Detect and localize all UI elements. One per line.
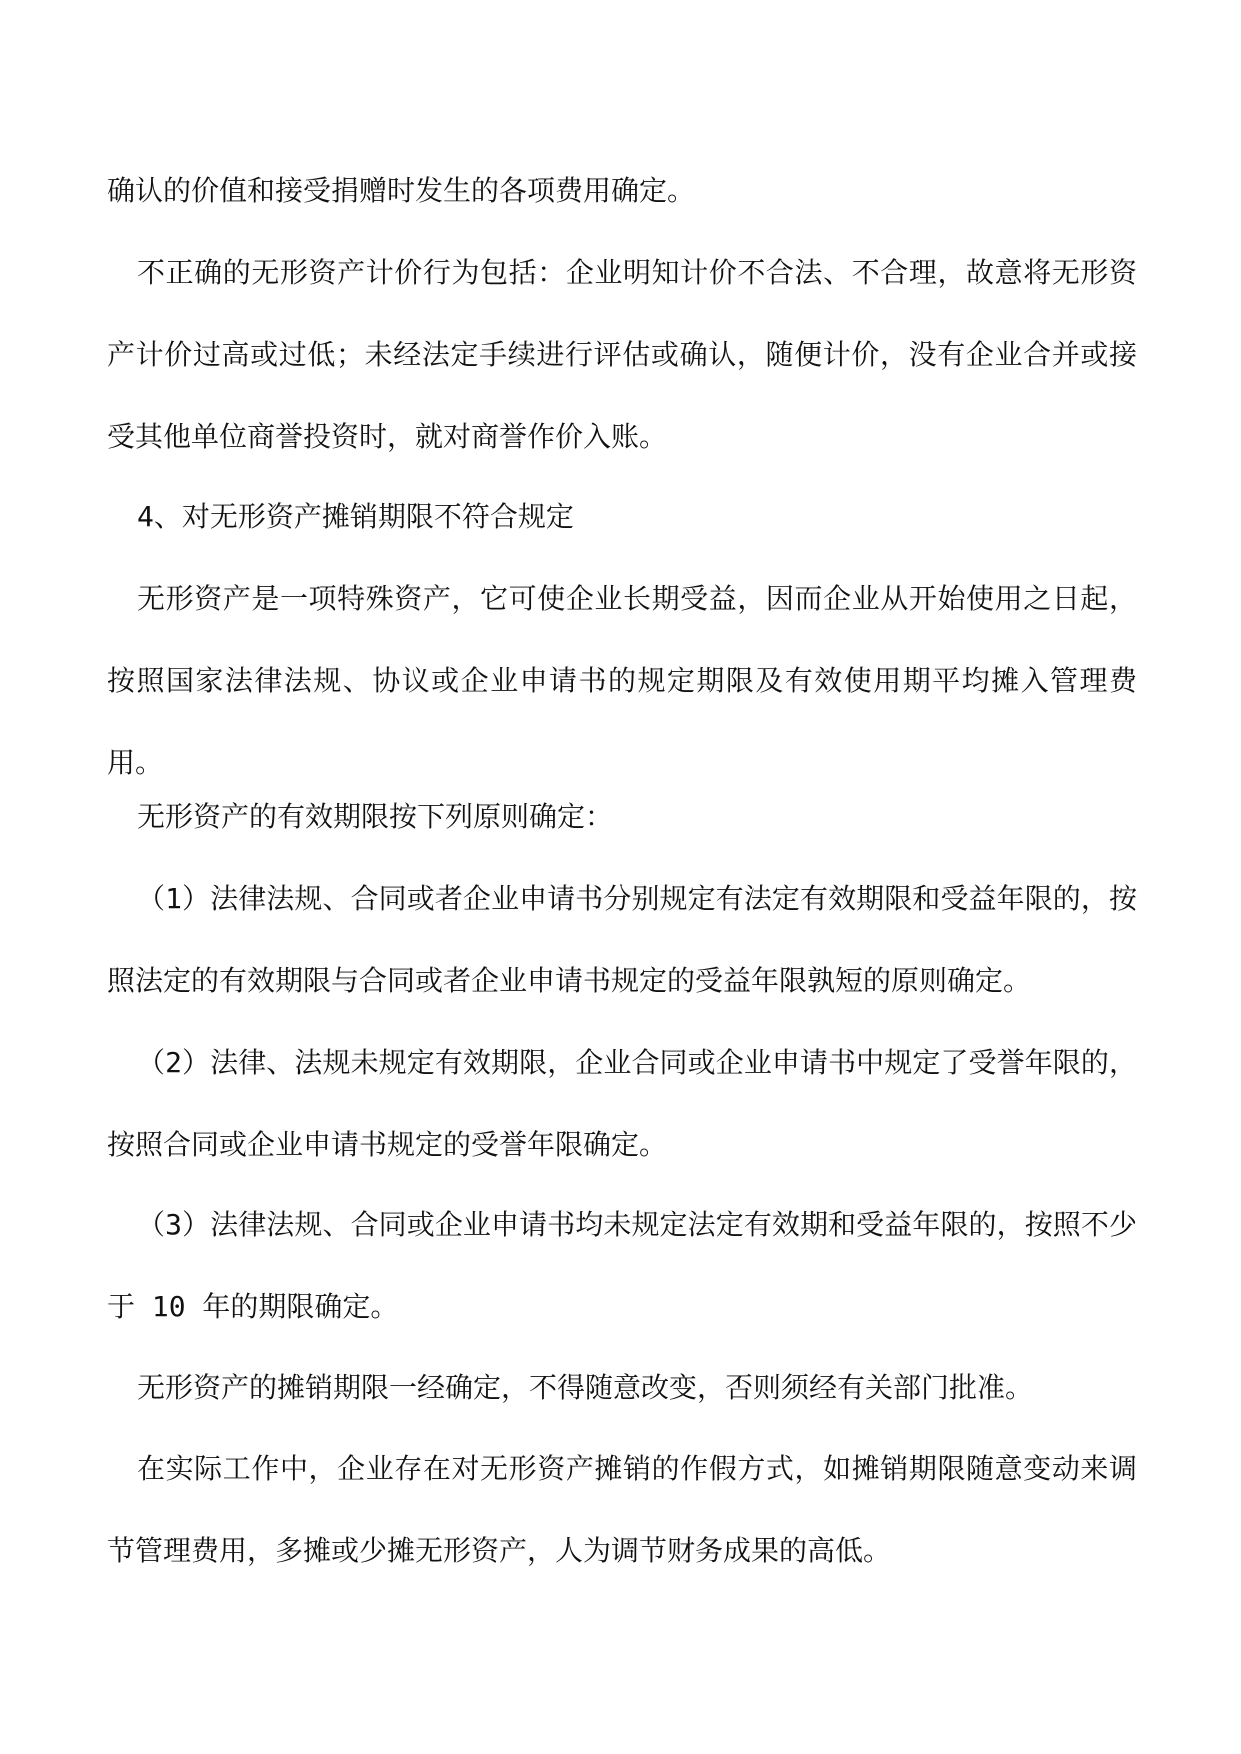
paragraph-4: 无形资产是一项特殊资产，它可使企业长期受益，因而企业从开始使用之日起，按照国家法律法规、协议或企业申请书的规定期限及有效使用期平均摊入管理费用。	[107, 582, 1137, 779]
paragraph-10: 在实际工作中，企业存在对无形资产摊销的作假方式，如摊销期限随意变动来调节管理费用，多摊或少摊无形资产，人为调节财务成果的高低。	[107, 1452, 1137, 1567]
list-item-3: （3）法律法规、合同或企业申请书均未规定法定有效期和受益年限的，按照不少于 10 年的期限确定。	[107, 1208, 1137, 1323]
list-item-2: （2）法律、法规未规定有效期限，企业合同或企业申请书中规定了受誉年限的，按照合同或企业申请书规定的受誉年限确定。	[107, 1046, 1137, 1161]
paragraph-2: 不正确的无形资产计价行为包括：企业明知计价不合法、不合理，故意将无形资产计价过高或过低；未经法定手续进行评估或确认，随便计价，没有企业合并或接受其他单位商誉投资时，就对商誉作价入账。	[107, 256, 1137, 453]
paragraph-5: 无形资产的有效期限按下列原则确定：	[137, 800, 614, 833]
section-heading-4: 4、对无形资产摊销期限不符合规定	[137, 500, 574, 533]
paragraph-9: 无形资产的摊销期限一经确定，不得随意改变，否则须经有关部门批准。	[137, 1371, 1034, 1404]
paragraph-1: 确认的价值和接受捐赠时发生的各项费用确定。	[107, 174, 696, 207]
list-item-1: （1）法律法规、合同或者企业申请书分别规定有法定有效期限和受益年限的，按照法定的有效期限与合同或者企业申请书规定的受益年限孰短的原则确定。	[107, 882, 1137, 997]
